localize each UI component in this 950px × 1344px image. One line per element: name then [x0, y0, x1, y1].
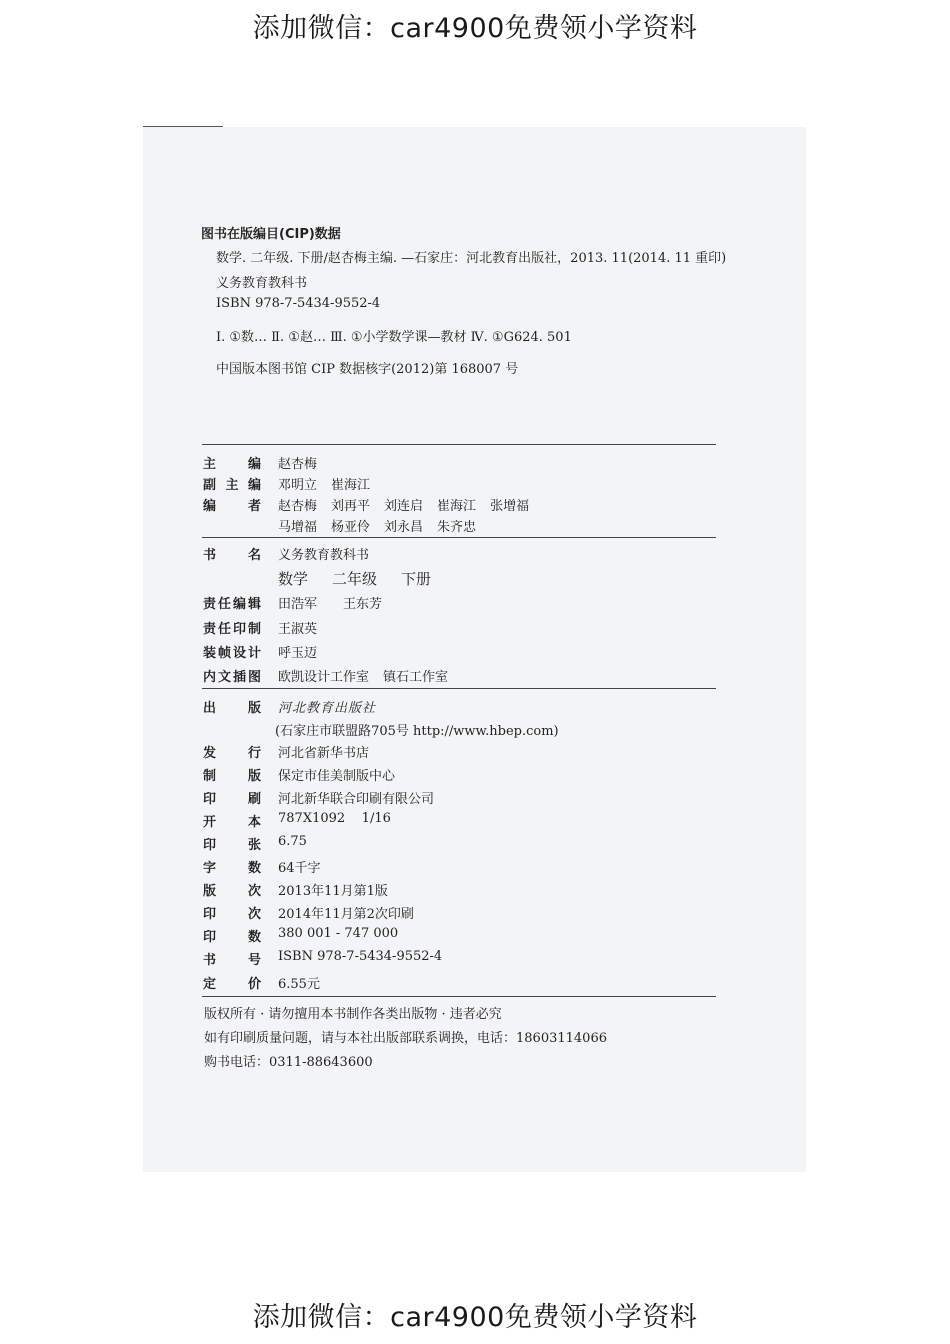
author-name: 赵杏梅	[278, 499, 318, 514]
bottom-banner: 添加微信：car4900免费领小学资料	[252, 1302, 698, 1333]
label: 版次	[203, 884, 261, 899]
label: 印次	[203, 907, 261, 922]
editor-name: 田浩军	[278, 597, 318, 612]
publisher-address: (石家庄市联盟路705号 http://www.hbep.com)	[275, 724, 559, 739]
author-name: 刘永昌	[384, 520, 424, 535]
author-name: 杨亚伶	[331, 520, 371, 535]
label: 定价	[203, 977, 261, 992]
value	[278, 474, 384, 493]
label: 书名	[203, 548, 261, 563]
value: 河北省新华书店	[278, 746, 370, 761]
title-grade: 二年级	[332, 570, 378, 588]
book-title	[278, 568, 455, 589]
faint-header-strip	[0, 42, 950, 56]
label: 印数	[203, 930, 261, 945]
copyright-notice: 版权所有 · 请勿擅用本书制作各类出版物 · 违者必究	[204, 1007, 502, 1022]
label: 主编	[203, 457, 261, 472]
value: 保定市佳美制版中心	[278, 769, 396, 784]
cip-classification: Ⅰ. ①数… Ⅱ. ①赵… Ⅲ. ①小学数学课—教材 Ⅳ. ①G624. 501	[216, 330, 572, 345]
deputy-name: 邓明立	[278, 478, 318, 493]
label: 书号	[203, 953, 261, 968]
value: ISBN 978-7-5434-9552-4	[278, 949, 443, 964]
label: 责任编辑	[203, 597, 261, 612]
label: 制版	[203, 769, 261, 784]
author-name: 崔海江	[437, 499, 477, 514]
author-name: 朱齐忠	[437, 520, 477, 535]
value: 2013年11月第1版	[278, 884, 388, 899]
value: 6.75	[278, 834, 307, 849]
label: 发行	[203, 746, 261, 761]
studio-name: 镇石工作室	[383, 670, 449, 685]
editor-name: 王东芳	[343, 597, 383, 612]
quality-notice: 如有印刷质量问题，请与本社出版部联系调换，电话：18603114066	[204, 1031, 607, 1046]
deputy-name: 崔海江	[331, 478, 371, 493]
cip-line-2: 义务教育教科书	[216, 276, 308, 291]
author-name: 张增福	[490, 499, 530, 514]
value: 河北新华联合印刷有限公司	[278, 792, 435, 807]
value	[278, 516, 490, 535]
value	[278, 593, 396, 612]
cip-heading: 图书在版编目(CIP)数据	[201, 227, 341, 242]
divider-2	[202, 537, 716, 538]
value: 义务教育教科书	[278, 548, 370, 563]
divider-3	[202, 688, 716, 689]
value: 380 001 - 747 000	[278, 926, 399, 941]
label: 印张	[203, 838, 261, 853]
label: 开本	[203, 815, 261, 830]
divider-4	[202, 996, 716, 997]
divider-1	[202, 444, 716, 445]
author-name: 刘再平	[331, 499, 371, 514]
cip-verification: 中国版本图书馆 CIP 数据核字(2012)第 168007 号	[216, 362, 519, 377]
author-name: 马增福	[278, 520, 318, 535]
value: 呼玉迈	[278, 646, 318, 661]
publisher-logo: 河北教育出版社	[278, 701, 377, 716]
label: 责任印制	[203, 622, 261, 637]
label: 内文插图	[203, 670, 261, 685]
top-banner: 添加微信：car4900免费领小学资料	[252, 13, 698, 44]
label: 装帧设计	[203, 646, 261, 661]
value: 64千字	[278, 861, 321, 876]
purchase-phone: 购书电话：0311-88643600	[204, 1055, 373, 1070]
cip-isbn: ISBN 978-7-5434-9552-4	[216, 296, 381, 311]
value: 王淑英	[278, 622, 318, 637]
value	[278, 495, 543, 514]
label: 编者	[203, 499, 261, 514]
cip-line-1: 数学. 二年级. 下册/赵杏梅主编. —石家庄：河北教育出版社，2013. 11(2014. 11 重印)	[216, 251, 727, 266]
value: 6.55元	[278, 977, 320, 992]
title-subject: 数学	[278, 570, 309, 588]
label: 出版	[203, 701, 261, 716]
value	[278, 666, 462, 685]
value: 787X1092 1/16	[278, 811, 391, 826]
title-volume: 下册	[401, 570, 432, 588]
value: 赵杏梅	[278, 457, 318, 472]
label: 副主编	[203, 478, 261, 493]
label: 印刷	[203, 792, 261, 807]
label: 字数	[203, 861, 261, 876]
author-name: 刘连启	[384, 499, 424, 514]
value: 2014年11月第2次印刷	[278, 907, 414, 922]
faint-footer-strip	[0, 1284, 950, 1294]
studio-name: 欧凯设计工作室	[278, 670, 370, 685]
